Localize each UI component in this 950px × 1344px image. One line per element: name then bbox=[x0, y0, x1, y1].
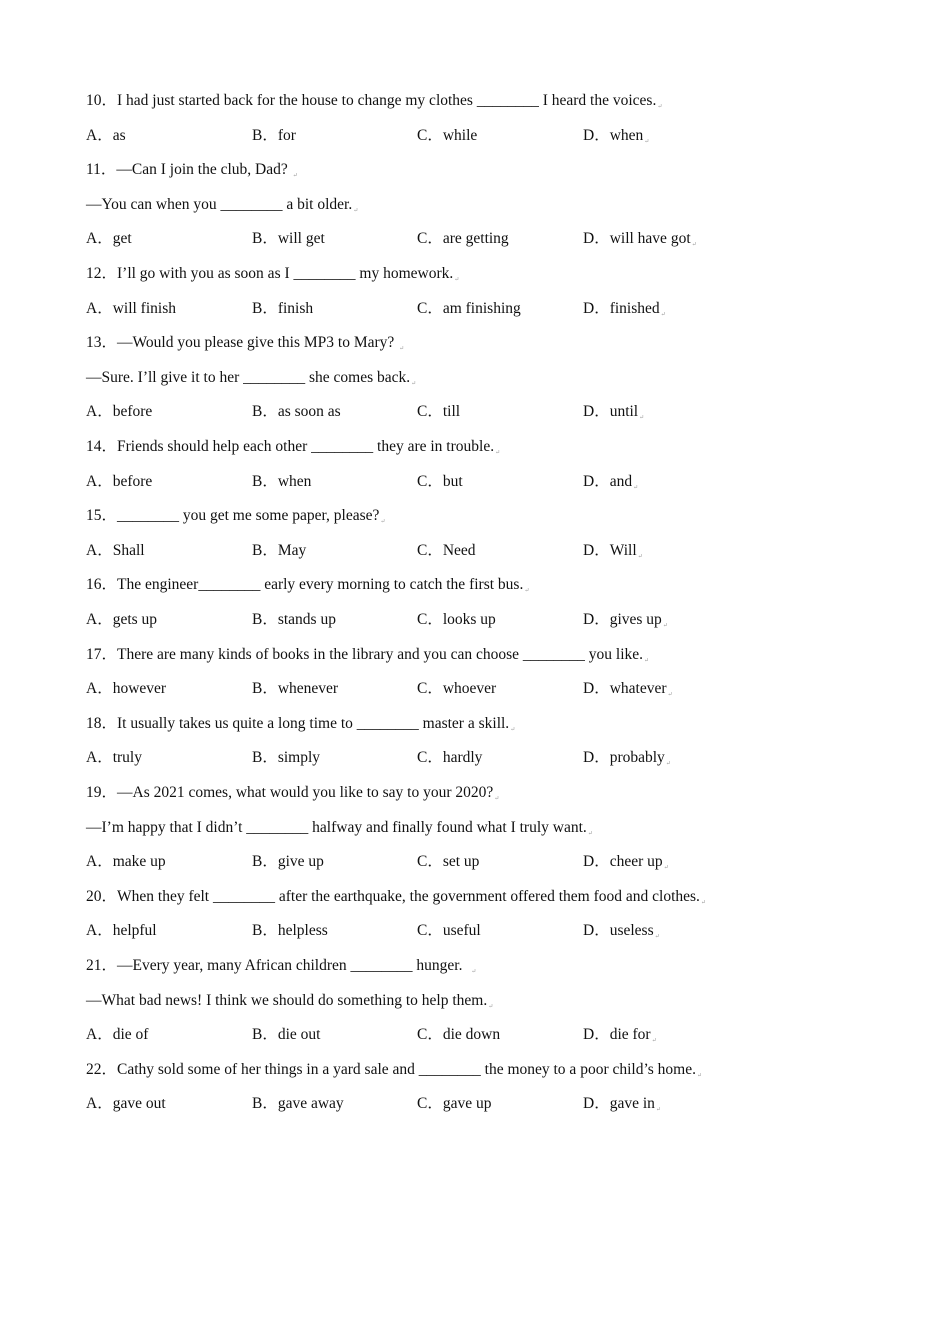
paragraph-mark: ↵ bbox=[644, 657, 650, 664]
question-stem bbox=[86, 783, 499, 809]
option-text: D．probably bbox=[583, 749, 665, 767]
option-c[interactable] bbox=[417, 679, 496, 699]
option-a[interactable] bbox=[86, 679, 166, 699]
question-stem bbox=[86, 645, 649, 671]
question-dialogue-line bbox=[86, 818, 593, 844]
paragraph-mark: ↵ bbox=[662, 623, 668, 629]
question-text: 12．I’ll go with you as soon as I ________ my homework. bbox=[86, 265, 454, 282]
option-a[interactable] bbox=[86, 299, 176, 319]
option-b[interactable] bbox=[252, 299, 313, 319]
option-b[interactable] bbox=[252, 541, 306, 561]
option-text: B．will get bbox=[252, 230, 325, 248]
option-d[interactable] bbox=[583, 748, 671, 774]
option-text: A．helpful bbox=[86, 922, 157, 940]
question-text: 21．—Every year, many African children ________ hunger. bbox=[86, 957, 471, 974]
option-c[interactable] bbox=[417, 1025, 500, 1045]
answer-options bbox=[86, 921, 846, 941]
option-c[interactable] bbox=[417, 921, 481, 941]
option-text: C．am finishing bbox=[417, 299, 521, 317]
option-c[interactable] bbox=[417, 541, 476, 561]
option-b[interactable] bbox=[252, 472, 311, 492]
answer-options bbox=[86, 748, 846, 768]
option-text: B．die out bbox=[252, 1026, 321, 1044]
option-a[interactable] bbox=[86, 1025, 148, 1045]
paragraph-mark: ↵ bbox=[663, 865, 669, 872]
option-text: B．give up bbox=[252, 853, 324, 871]
option-b[interactable] bbox=[252, 921, 328, 941]
answer-options bbox=[86, 610, 846, 630]
option-c[interactable] bbox=[417, 472, 463, 492]
question-stem bbox=[86, 333, 404, 359]
option-text: A．before bbox=[86, 403, 153, 421]
option-text: A．before bbox=[86, 472, 153, 490]
paragraph-mark: ↵ bbox=[494, 796, 500, 802]
question-stem bbox=[86, 714, 515, 740]
question-stem bbox=[86, 575, 529, 601]
question-text: —What bad news! I think we should do something to help them. bbox=[86, 991, 488, 1009]
paragraph-mark: ↵ bbox=[654, 934, 660, 941]
option-a[interactable] bbox=[86, 126, 126, 146]
option-c[interactable] bbox=[417, 126, 477, 146]
question-stem bbox=[86, 506, 385, 532]
option-text: D．whatever bbox=[583, 680, 667, 698]
option-a[interactable] bbox=[86, 748, 142, 768]
option-d[interactable] bbox=[583, 126, 649, 152]
option-text: D．cheer up bbox=[583, 853, 663, 871]
option-text: C．but bbox=[417, 472, 463, 490]
option-text: A．gave out bbox=[86, 1095, 166, 1113]
question-text: 16．The engineer________ early every morning to catch the first bus. bbox=[86, 576, 524, 594]
option-text: C．useful bbox=[417, 922, 481, 940]
answer-options bbox=[86, 299, 846, 319]
option-text: C．set up bbox=[417, 853, 480, 871]
answer-options bbox=[86, 126, 846, 146]
option-text: D．gave in bbox=[583, 1095, 655, 1113]
paragraph-mark: ↵ bbox=[524, 588, 530, 595]
option-text: C．till bbox=[417, 403, 461, 421]
answer-options bbox=[86, 402, 846, 422]
answer-options bbox=[86, 229, 846, 249]
option-text: C．looks up bbox=[417, 611, 496, 628]
option-text: B．finish bbox=[252, 299, 314, 317]
question-text: 10．I had just started back for the house to change my clothes ________ I heard the voices. bbox=[86, 92, 657, 109]
paragraph-mark: ↵ bbox=[510, 726, 516, 733]
paragraph-mark: ↵ bbox=[691, 242, 697, 249]
option-text: B．whenever bbox=[252, 680, 339, 698]
question-text: 17．There are many kinds of books in the library and you can choose ________ you like. bbox=[86, 645, 644, 663]
paragraph-mark: ↵ bbox=[637, 553, 643, 560]
option-text: A．die of bbox=[86, 1026, 149, 1044]
option-text: D．die for bbox=[583, 1026, 651, 1044]
option-text: A．truly bbox=[86, 749, 142, 767]
paragraph-mark: ↵ bbox=[667, 692, 673, 699]
option-d[interactable] bbox=[583, 472, 638, 498]
question-text: —I’m happy that I didn’t ________ halfway and finally found what I truly want. bbox=[86, 818, 587, 836]
option-b[interactable] bbox=[252, 126, 296, 146]
option-text: D．finished bbox=[583, 299, 660, 317]
option-d[interactable] bbox=[583, 921, 660, 947]
answer-options bbox=[86, 1094, 846, 1114]
option-text: B．gave away bbox=[252, 1095, 344, 1113]
question-dialogue-line bbox=[86, 368, 416, 394]
option-text: D．until bbox=[583, 403, 639, 421]
question-text: 13．—Would you please give this MP3 to Mary? bbox=[86, 334, 399, 352]
option-a[interactable] bbox=[86, 229, 132, 249]
option-c[interactable] bbox=[417, 610, 496, 630]
option-text: C．while bbox=[417, 126, 478, 144]
option-b[interactable] bbox=[252, 1025, 320, 1045]
option-text: D．will have got bbox=[583, 230, 691, 248]
option-text: C．are getting bbox=[417, 230, 509, 248]
question-text: 18．It usually takes us quite a long time to ________ master a skill. bbox=[86, 714, 510, 732]
paragraph-mark: ↵ bbox=[399, 346, 405, 353]
option-text: D．Will bbox=[583, 541, 637, 559]
option-d[interactable] bbox=[583, 229, 697, 255]
paragraph-mark: ↵ bbox=[651, 1038, 657, 1045]
option-d[interactable] bbox=[583, 299, 666, 325]
option-text: C．die down bbox=[417, 1026, 501, 1044]
option-d[interactable] bbox=[583, 610, 668, 636]
answer-options bbox=[86, 472, 846, 492]
paragraph-mark: ↵ bbox=[655, 1107, 661, 1114]
question-text: 20．When they felt ________ after the earthquake, the government offered them food and clothes. bbox=[86, 887, 700, 905]
question-text: 15．________ you get me some paper, please? bbox=[86, 507, 380, 525]
paragraph-mark: ↵ bbox=[411, 380, 417, 387]
option-text: A．however bbox=[86, 680, 167, 698]
paragraph-mark: ↵ bbox=[380, 519, 386, 526]
option-c[interactable] bbox=[417, 748, 482, 768]
paragraph-mark: ↵ bbox=[633, 484, 639, 491]
option-text: B．for bbox=[252, 126, 296, 144]
paragraph-mark: ↵ bbox=[471, 969, 477, 975]
option-d[interactable] bbox=[583, 402, 644, 428]
option-a[interactable] bbox=[86, 610, 157, 630]
question-text: 14．Friends should help each other ________ they are in trouble. bbox=[86, 438, 495, 455]
option-a[interactable] bbox=[86, 921, 157, 941]
option-a[interactable] bbox=[86, 402, 152, 422]
option-b[interactable] bbox=[252, 852, 324, 872]
question-text: 22．Cathy sold some of her things in a yard sale and ________ the money to a poor child’s home. bbox=[86, 1060, 696, 1078]
paragraph-mark: ↵ bbox=[454, 277, 460, 283]
option-text: A．gets up bbox=[86, 611, 158, 628]
option-d[interactable] bbox=[583, 679, 673, 705]
option-b[interactable] bbox=[252, 1094, 344, 1114]
question-stem bbox=[86, 1060, 702, 1086]
paragraph-mark: ↵ bbox=[488, 1003, 494, 1010]
option-text: C．hardly bbox=[417, 749, 483, 767]
option-a[interactable] bbox=[86, 541, 145, 561]
option-text: B．when bbox=[252, 472, 312, 490]
paragraph-mark: ↵ bbox=[353, 207, 359, 214]
option-c[interactable] bbox=[417, 402, 460, 422]
option-text: B．helpless bbox=[252, 922, 328, 940]
question-stem bbox=[86, 91, 662, 117]
question-stem bbox=[86, 160, 298, 186]
answer-options bbox=[86, 852, 846, 872]
option-text: C．whoever bbox=[417, 680, 497, 698]
paragraph-mark: ↵ bbox=[639, 415, 645, 422]
option-b[interactable] bbox=[252, 402, 341, 422]
question-stem bbox=[86, 437, 500, 463]
option-text: C．gave up bbox=[417, 1095, 492, 1113]
paragraph-mark: ↵ bbox=[660, 311, 666, 318]
option-c[interactable] bbox=[417, 229, 509, 249]
option-text: A．Shall bbox=[86, 541, 145, 559]
paragraph-mark: ↵ bbox=[495, 450, 501, 456]
question-text: —You can when you ________ a bit older. bbox=[86, 195, 353, 213]
option-text: D．and bbox=[583, 472, 633, 490]
option-text: D．useless bbox=[583, 922, 654, 940]
option-c[interactable] bbox=[417, 852, 479, 872]
option-text: B．May bbox=[252, 541, 307, 559]
question-stem bbox=[86, 264, 459, 290]
question-text: 19．—As 2021 comes, what would you like to say to your 2020? bbox=[86, 784, 494, 801]
option-c[interactable] bbox=[417, 1094, 491, 1114]
option-text: D．when bbox=[583, 126, 644, 144]
option-text: B．as soon as bbox=[252, 403, 341, 421]
option-text: A．will finish bbox=[86, 299, 176, 317]
paragraph-mark: ↵ bbox=[587, 830, 593, 837]
question-text: —Sure. I’ll give it to her ________ she comes back. bbox=[86, 368, 411, 386]
option-text: D．gives up bbox=[583, 611, 662, 628]
paragraph-mark: ↵ bbox=[657, 104, 663, 110]
answer-options bbox=[86, 1025, 846, 1045]
question-text: 11．—Can I join the club, Dad? bbox=[86, 161, 292, 179]
paragraph-mark: ↵ bbox=[665, 761, 671, 768]
option-text: A．as bbox=[86, 126, 126, 144]
option-c[interactable] bbox=[417, 299, 521, 319]
option-b[interactable] bbox=[252, 748, 320, 768]
paragraph-mark: ↵ bbox=[697, 1072, 703, 1079]
option-text: A．make up bbox=[86, 853, 166, 871]
option-text: B．stands up bbox=[252, 611, 336, 628]
option-d[interactable] bbox=[583, 1025, 657, 1051]
paragraph-mark: ↵ bbox=[644, 138, 650, 145]
question-stem bbox=[86, 887, 706, 913]
option-text: C．Need bbox=[417, 541, 476, 559]
option-a[interactable] bbox=[86, 852, 166, 872]
question-dialogue-line bbox=[86, 195, 358, 221]
option-d[interactable] bbox=[583, 541, 643, 567]
option-b[interactable] bbox=[252, 610, 336, 630]
option-d[interactable] bbox=[583, 1094, 661, 1120]
question-dialogue-line bbox=[86, 991, 493, 1017]
option-b[interactable] bbox=[252, 229, 325, 249]
paragraph-mark: ↵ bbox=[292, 173, 298, 180]
option-text: A．get bbox=[86, 230, 132, 248]
paragraph-mark: ↵ bbox=[700, 899, 706, 906]
option-b[interactable] bbox=[252, 679, 338, 699]
answer-options bbox=[86, 541, 846, 561]
option-d[interactable] bbox=[583, 852, 669, 878]
question-stem bbox=[86, 956, 476, 982]
option-a[interactable] bbox=[86, 472, 152, 492]
answer-options bbox=[86, 679, 846, 699]
option-text: B．simply bbox=[252, 749, 321, 767]
option-a[interactable] bbox=[86, 1094, 166, 1114]
